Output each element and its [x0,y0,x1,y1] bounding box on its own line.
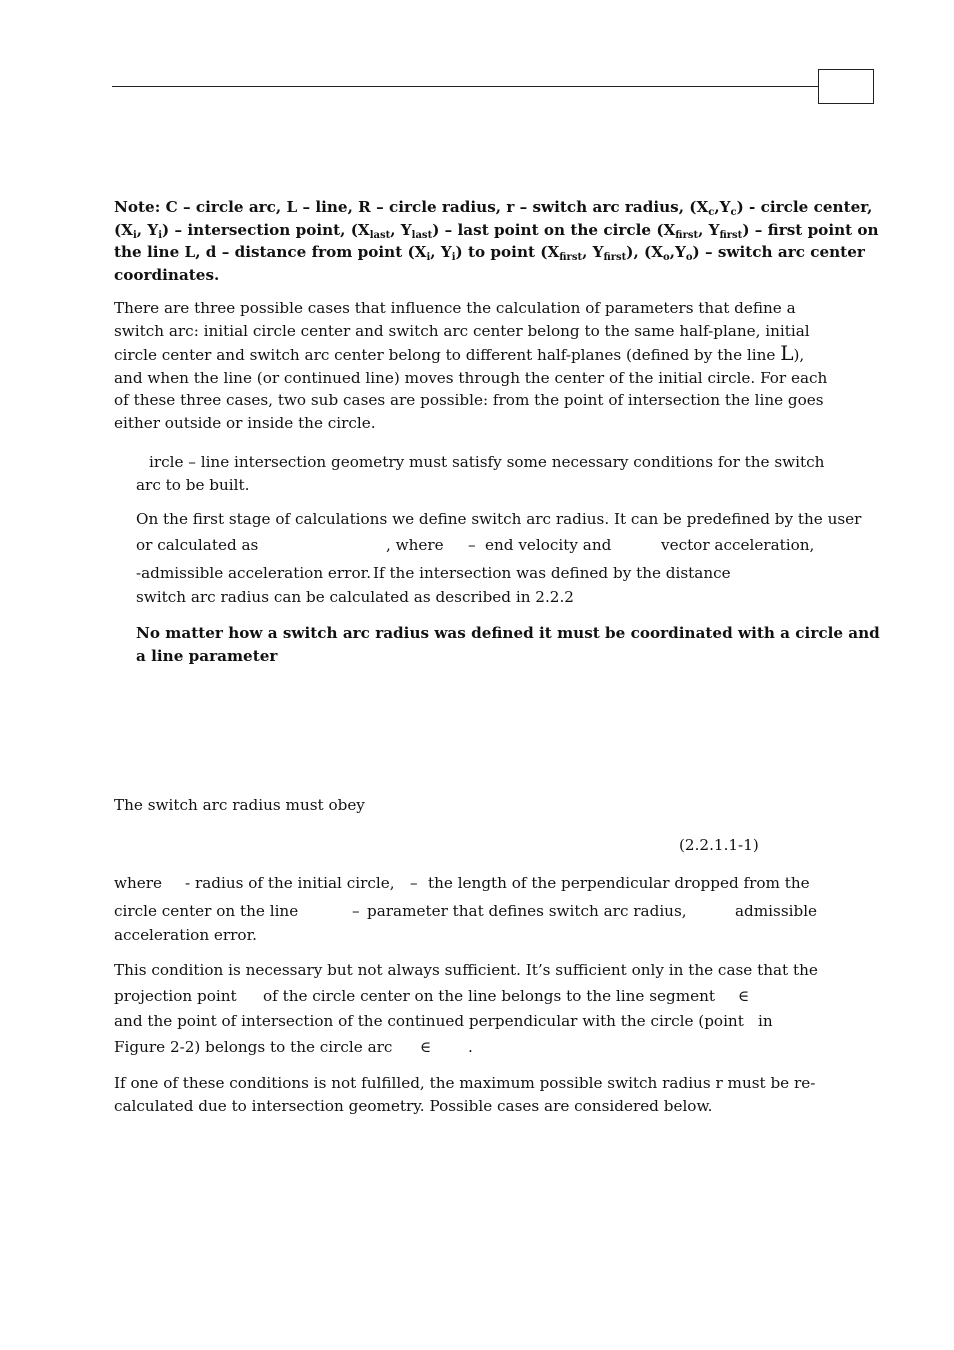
para7-line-3b: in [758,1012,773,1030]
note-block [114,196,879,286]
para3-line-1: On the first stage of calculations we define switch arc radius. It can be predefined by the user [136,510,862,528]
note-line-2: ($X_i$, $Y_i$) – intersection point, ($X_{last}$, $Y_{last}$) – last point on the circle ($X_{first}$, $Y_{first}$) – first point on [114,220,879,241]
para7-line-3a: and the point of intersection of the continued perpendicular with the circle (point [114,1012,744,1030]
paragraph-conditions [114,451,824,496]
para1-line-2: switch arc: initial circle center and switch arc center belong to the same half-plane, initial [114,321,810,340]
para1-line-1: There are three possible cases that influence the calculation of parameters that define a [114,299,796,317]
para3-line-3a: -admissible acceleration error. [136,564,372,582]
para1-line-3: circle center and switch arc center belong to different half-planes (defined by the line L), [114,341,805,365]
para3-line-2c: – [468,536,476,554]
para2-line-1: ircle – line intersection geometry must satisfy some necessary conditions for the switch [149,453,825,471]
para7-line-1: This condition is necessary but not always sufficient. It’s sufficient only in the case that the [114,961,818,979]
paragraph-cases [114,297,827,434]
para6-line-2b: – [352,902,360,920]
para2-line-2: arc to be built. [136,475,250,494]
para3-line-2d: end velocity and [485,536,612,554]
para4-line-1: No matter how a switch arc radius was defined it must be coordinated with a circle and [136,624,880,642]
para6-line-2a: circle center on the line [114,902,299,920]
header-rule [112,86,818,87]
para3-line-2e: vector acceleration, [661,536,815,554]
para6-line-1b: - radius of the initial circle, [185,874,395,892]
para3-line-2b: , where [386,536,444,554]
paragraph-coordination [136,622,880,667]
para6-line-1d: the length of the perpendicular dropped from the [428,874,810,892]
para3-line-4: switch arc radius can be calculated as described in 2.2.2 [136,588,574,606]
para6-line-3: acceleration error. [114,926,257,944]
para1-line-4: and when the line (or continued line) moves through the center of the initial circle. For each [114,368,828,387]
paragraph-recalculate [114,1072,815,1117]
para6-line-1a: where [114,874,163,892]
para1-line-5: of these three cases, two sub cases are possible: from the point of intersection the line goes [114,391,824,409]
page-number-box [818,69,874,104]
para3-line-2a: or calculated as [136,536,259,554]
para7-line-2b: of the circle center on the line belongs to the line segment [263,987,716,1005]
para6-line-2c: parameter that defines switch arc radius, [367,902,687,920]
para7-line-4c: . [468,1038,473,1056]
note-line-1: Note: C – circle arc, L – line, R – circle radius, r – switch arc radius, $(X_c,Y_c)$ - circle center, [114,198,873,218]
para8-line-2: calculated due to intersection geometry. Possible cases are considered below. [114,1096,713,1115]
note-line-3: the line L, d – distance from point ($X_i$, $Y_i$) to point ($X_{first}$, $Y_{first}$), $(X_o,Y_o)$ – switch arc center [114,243,865,263]
para6-line-1c: – [410,874,418,892]
para8-line-1: If one of these conditions is not fulfilled, the maximum possible switch radius r must be re- [114,1074,816,1092]
para7-line-2a: projection point [114,987,237,1005]
element-of-symbol: ∈ [420,1038,432,1056]
element-of-symbol: ∈ [738,987,750,1005]
para6-line-2d: admissible [735,902,818,920]
equation-number: (2.2.1.1-1) [679,836,759,854]
para4-line-2: a line parameter [136,646,278,665]
para1-line-6: either outside or inside the circle. [114,413,376,432]
para7-line-4a: Figure 2-2) belongs to the circle arc [114,1038,393,1056]
note-line-4: coordinates. [114,265,220,284]
para5-line-1: The switch arc radius must obey [114,796,365,814]
para3-line-3c: If the intersection was defined by the distance [373,564,731,582]
